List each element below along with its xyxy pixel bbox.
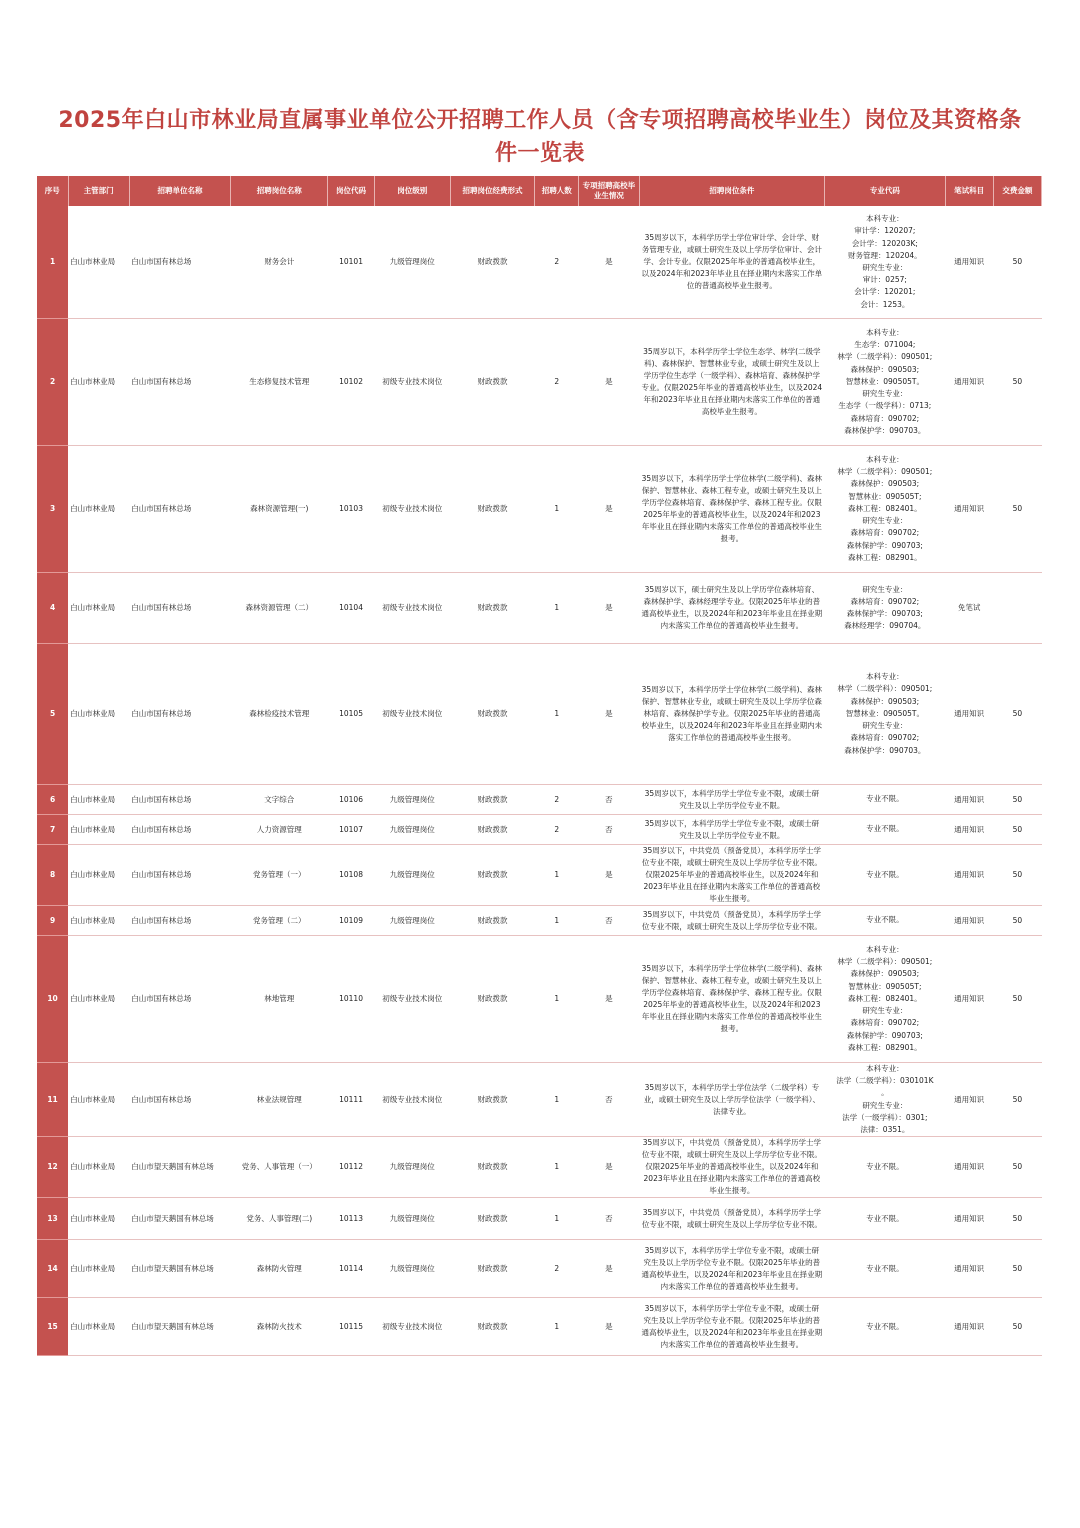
header-post: 招聘岗位名称 — [231, 176, 328, 206]
cell-exam: 通用知识 — [945, 1198, 993, 1240]
cell-unit: 白山市国有林总场 — [129, 785, 230, 815]
cell-post: 党务、人事管理(二) — [231, 1198, 328, 1240]
cell-idx: 1 — [37, 206, 68, 319]
cell-count: 2 — [535, 206, 579, 319]
cell-code: 10102 — [328, 319, 374, 446]
cell-exam: 通用知识 — [945, 815, 993, 845]
cell-unit: 白山市国有林总场 — [129, 446, 230, 573]
header-fee: 交费金额 — [993, 176, 1041, 206]
cell-count: 1 — [535, 446, 579, 573]
cell-special: 是 — [579, 1137, 639, 1198]
cell-idx: 5 — [37, 644, 68, 785]
table-row — [37, 1063, 1042, 1137]
cell-special: 是 — [579, 319, 639, 446]
cell-idx: 8 — [37, 845, 68, 906]
cell-major: 本科专业： 生态学：071004; 林学（二级学科）：090501; 森林保护：090503; 智慧林业：090505T。 研究生专业： 生态学（一级学科）：0713; 森林培育：090702; 森林保护学：090703。 — [825, 319, 945, 446]
table-row — [37, 206, 1042, 319]
cell-major: 研究生专业： 森林培育：090702; 森林保护学：090703; 森林经理学：090704。 — [825, 573, 945, 644]
cell-funding: 财政拨款 — [450, 319, 534, 446]
cell-post: 人力资源管理 — [231, 815, 328, 845]
cell-code: 10108 — [328, 845, 374, 906]
cell-dept: 白山市林业局 — [68, 1240, 129, 1298]
cell-count: 2 — [535, 1240, 579, 1298]
cell-idx: 11 — [37, 1063, 68, 1137]
cell-conditions: 35周岁以下，中共党员（预备党员），本科学历学士学位专业不限，或硕士研究生及以上学历学位专业不限。 — [639, 906, 825, 936]
cell-special: 是 — [579, 936, 639, 1063]
cell-code: 10103 — [328, 446, 374, 573]
table-row — [37, 785, 1042, 815]
cell-fee: 50 — [993, 785, 1041, 815]
cell-special: 否 — [579, 906, 639, 936]
table-row — [37, 446, 1042, 573]
cell-major: 本科专业： 法学（二级学科）：030101K 。 研究生专业： 法学（一级学科）：0301; 法律：0351。 — [825, 1063, 945, 1137]
cell-fee: 50 — [993, 906, 1041, 936]
header-major: 专业代码 — [825, 176, 945, 206]
cell-fee: 50 — [993, 1137, 1041, 1198]
cell-fee: 50 — [993, 206, 1041, 319]
cell-fee: 50 — [993, 1063, 1041, 1137]
cell-idx: 4 — [37, 573, 68, 644]
table-row — [37, 906, 1042, 936]
cell-idx: 14 — [37, 1240, 68, 1298]
cell-code: 10105 — [328, 644, 374, 785]
cell-post: 财务会计 — [231, 206, 328, 319]
table-row — [37, 1137, 1042, 1198]
cell-code: 10115 — [328, 1298, 374, 1356]
cell-code: 10111 — [328, 1063, 374, 1137]
cell-exam: 通用知识 — [945, 1240, 993, 1298]
cell-funding: 财政拨款 — [450, 446, 534, 573]
cell-count: 1 — [535, 906, 579, 936]
cell-fee: 50 — [993, 815, 1041, 845]
cell-exam: 通用知识 — [945, 845, 993, 906]
cell-major: 专业不限。 — [825, 1137, 945, 1198]
cell-conditions: 35周岁以下，中共党员（预备党员），本科学历学士学位专业不限，或硕士研究生及以上学历学位专业不限。仅限2025年毕业的普通高校毕业生，以及2024年和2023年毕业且在择业期内未落实工作单位的普通高校毕业生报考。 — [639, 1137, 825, 1198]
cell-idx: 2 — [37, 319, 68, 446]
cell-level: 九级管理岗位 — [374, 1198, 450, 1240]
cell-major: 本科专业： 林学（二级学科）：090501; 森林保护：090503; 智慧林业：090505T。 研究生专业： 森林培育：090702; 森林保护学：090703。 — [825, 644, 945, 785]
cell-exam: 通用知识 — [945, 936, 993, 1063]
cell-dept: 白山市林业局 — [68, 1063, 129, 1137]
cell-post: 森林防火管理 — [231, 1240, 328, 1298]
cell-level: 初级专业技术岗位 — [374, 1063, 450, 1137]
cell-exam: 通用知识 — [945, 446, 993, 573]
cell-dept: 白山市林业局 — [68, 815, 129, 845]
cell-fee: 50 — [993, 1240, 1041, 1298]
cell-special: 是 — [579, 573, 639, 644]
cell-special: 是 — [579, 206, 639, 319]
cell-level: 九级管理岗位 — [374, 815, 450, 845]
cell-dept: 白山市林业局 — [68, 319, 129, 446]
cell-dept: 白山市林业局 — [68, 644, 129, 785]
cell-count: 1 — [535, 573, 579, 644]
cell-code: 10109 — [328, 906, 374, 936]
cell-dept: 白山市林业局 — [68, 446, 129, 573]
cell-idx: 3 — [37, 446, 68, 573]
cell-post: 森林资源管理(一) — [231, 446, 328, 573]
cell-conditions: 35周岁以下，本科学历学士学位林学(二级学科)、森林保护、智慧林业、森林工程专业，或硕士研究生及以上学历学位森林培育、森林保护学、森林工程专业。仅限2025年毕业的普通高校毕业生，以及2024年和2023年毕业且在择业期内未落实工作单位的普通高校毕业生报考。 — [639, 446, 825, 573]
table-row — [37, 319, 1042, 446]
cell-special: 是 — [579, 446, 639, 573]
cell-major: 专业不限。 — [825, 906, 945, 936]
cell-major: 专业不限。 — [825, 845, 945, 906]
cell-dept: 白山市林业局 — [68, 845, 129, 906]
cell-dept: 白山市林业局 — [68, 573, 129, 644]
cell-post: 生态修复技术管理 — [231, 319, 328, 446]
cell-code: 10106 — [328, 785, 374, 815]
cell-idx: 6 — [37, 785, 68, 815]
cell-level: 九级管理岗位 — [374, 206, 450, 319]
cell-special: 是 — [579, 1240, 639, 1298]
header-code: 岗位代码 — [328, 176, 374, 206]
page-title — [30, 104, 1050, 170]
cell-conditions: 35周岁以下，本科学历学士学位林学(二级学科)、森林保护、智慧林业、森林工程专业，或硕士研究生及以上学历学位森林培育、森林保护学、森林工程专业。仅限2025年毕业的普通高校毕业生，以及2024年和2023年毕业且在择业期内未落实工作单位的普通高校毕业生报考。 — [639, 936, 825, 1063]
cell-funding: 财政拨款 — [450, 906, 534, 936]
cell-conditions: 35周岁以下，本科学历学士学位审计学、会计学、财务管理专业，或硕士研究生及以上学历学位审计、会计学、会计专业。仅限2025年毕业的普通高校毕业生，以及2024年和2023年毕业且在择业期内未落实工作单位的普通高校毕业生报考。 — [639, 206, 825, 319]
table-row — [37, 1240, 1042, 1298]
header-idx: 序号 — [37, 176, 68, 206]
cell-post: 党务管理（二） — [231, 906, 328, 936]
cell-post: 文字综合 — [231, 785, 328, 815]
header-unit: 招聘单位名称 — [129, 176, 230, 206]
cell-fee — [993, 573, 1041, 644]
cell-unit: 白山市国有林总场 — [129, 845, 230, 906]
cell-unit: 白山市望天鹅国有林总场 — [129, 1137, 230, 1198]
cell-conditions: 35周岁以下，本科学历学士学位专业不限，或硕士研究生及以上学历学位专业不限。仅限2025年毕业的普通高校毕业生，以及2024年和2023年毕业且在择业期内未落实工作单位的普通高校毕业生报考。 — [639, 1240, 825, 1298]
cell-major: 专业不限。 — [825, 815, 945, 845]
cell-exam: 通用知识 — [945, 1063, 993, 1137]
cell-funding: 财政拨款 — [450, 206, 534, 319]
cell-count: 1 — [535, 1298, 579, 1356]
cell-level: 九级管理岗位 — [374, 1137, 450, 1198]
cell-fee: 50 — [993, 446, 1041, 573]
cell-exam: 通用知识 — [945, 906, 993, 936]
cell-post: 林地管理 — [231, 936, 328, 1063]
cell-unit: 白山市国有林总场 — [129, 644, 230, 785]
cell-major: 本科专业： 林学（二级学科）：090501; 森林保护：090503; 智慧林业：090505T; 森林工程：082401。 研究生专业： 森林培育：090702; 森林保护学：090703; 森林工程：082901。 — [825, 936, 945, 1063]
cell-unit: 白山市望天鹅国有林总场 — [129, 1240, 230, 1298]
cell-funding: 财政拨款 — [450, 573, 534, 644]
cell-idx: 15 — [37, 1298, 68, 1356]
cell-count: 1 — [535, 936, 579, 1063]
cell-count: 1 — [535, 1198, 579, 1240]
table-row — [37, 573, 1042, 644]
header-conditions: 招聘岗位条件 — [639, 176, 825, 206]
cell-special: 是 — [579, 845, 639, 906]
cell-funding: 财政拨款 — [450, 815, 534, 845]
cell-level: 初级专业技术岗位 — [374, 936, 450, 1063]
cell-code: 10110 — [328, 936, 374, 1063]
cell-dept: 白山市林业局 — [68, 1198, 129, 1240]
cell-special: 否 — [579, 1198, 639, 1240]
cell-idx: 10 — [37, 936, 68, 1063]
cell-conditions: 35周岁以下，本科学历学士学位专业不限，或硕士研究生及以上学历学位专业不限。仅限2025年毕业的普通高校毕业生，以及2024年和2023年毕业且在择业期内未落实工作单位的普通高校毕业生报考。 — [639, 1298, 825, 1356]
cell-major: 本科专业： 林学（二级学科）：090501; 森林保护：090503; 智慧林业：090505T; 森林工程：082401。 研究生专业： 森林培育：090702; 森林保护学：090703; 森林工程：082901。 — [825, 446, 945, 573]
table-row — [37, 936, 1042, 1063]
cell-count: 1 — [535, 1063, 579, 1137]
header-special: 专项招聘高校毕业生情况 — [579, 176, 639, 206]
header-level: 岗位级别 — [374, 176, 450, 206]
cell-post: 林业法规管理 — [231, 1063, 328, 1137]
cell-level: 九级管理岗位 — [374, 845, 450, 906]
cell-funding: 财政拨款 — [450, 785, 534, 815]
cell-dept: 白山市林业局 — [68, 1137, 129, 1198]
cell-special: 是 — [579, 644, 639, 785]
cell-code: 10104 — [328, 573, 374, 644]
cell-dept: 白山市林业局 — [68, 206, 129, 319]
cell-special: 是 — [579, 1298, 639, 1356]
cell-exam: 通用知识 — [945, 206, 993, 319]
cell-level: 初级专业技术岗位 — [374, 446, 450, 573]
cell-exam: 通用知识 — [945, 785, 993, 815]
cell-major: 专业不限。 — [825, 1198, 945, 1240]
cell-exam: 通用知识 — [945, 319, 993, 446]
cell-unit: 白山市国有林总场 — [129, 815, 230, 845]
cell-idx: 13 — [37, 1198, 68, 1240]
cell-level: 初级专业技术岗位 — [374, 573, 450, 644]
cell-unit: 白山市国有林总场 — [129, 206, 230, 319]
cell-major: 专业不限。 — [825, 1298, 945, 1356]
cell-funding: 财政拨款 — [450, 936, 534, 1063]
cell-fee: 50 — [993, 644, 1041, 785]
cell-fee: 50 — [993, 936, 1041, 1063]
cell-funding: 财政拨款 — [450, 1063, 534, 1137]
cell-funding: 财政拨款 — [450, 1198, 534, 1240]
cell-dept: 白山市林业局 — [68, 906, 129, 936]
cell-special: 否 — [579, 815, 639, 845]
cell-level: 初级专业技术岗位 — [374, 644, 450, 785]
cell-conditions: 35周岁以下，本科学历学士学位林学(二级学科)、森林保护、智慧林业专业，或硕士研究生及以上学历学位森林培育、森林保护学专业。仅限2025年毕业的普通高校毕业生，以及2024年和2023年毕业且在择业期内未落实工作单位的普通高校毕业生报考。 — [639, 644, 825, 785]
cell-code: 10112 — [328, 1137, 374, 1198]
header-dept: 主管部门 — [68, 176, 129, 206]
cell-major: 专业不限。 — [825, 1240, 945, 1298]
header-count: 招聘人数 — [535, 176, 579, 206]
cell-conditions: 35周岁以下，中共党员（预备党员），本科学历学士学位专业不限，或硕士研究生及以上学历学位专业不限。仅限2025年毕业的普通高校毕业生，以及2024年和2023年毕业且在择业期内未落实工作单位的普通高校毕业生报考。 — [639, 845, 825, 906]
cell-exam: 通用知识 — [945, 1137, 993, 1198]
cell-level: 初级专业技术岗位 — [374, 1298, 450, 1356]
cell-idx: 7 — [37, 815, 68, 845]
cell-funding: 财政拨款 — [450, 845, 534, 906]
table-row — [37, 1198, 1042, 1240]
cell-level: 初级专业技术岗位 — [374, 319, 450, 446]
table-header-row — [37, 176, 1042, 206]
header-funding: 招聘岗位经费形式 — [450, 176, 534, 206]
cell-funding: 财政拨款 — [450, 1137, 534, 1198]
cell-conditions: 35周岁以下，本科学历学士学位专业不限，或硕士研究生及以上学历学位专业不限。 — [639, 785, 825, 815]
cell-conditions: 35周岁以下，本科学历学士学位生态学、林学(二级学科)、森林保护、智慧林业专业，或硕士研究生及以上学历学位生态学（一级学科）、森林培育、森林保护学专业。仅限2025年毕业的普通高校毕业生，以及2024年和2023年毕业且在择业期内未落实工作单位的普通高校毕业生报考。 — [639, 319, 825, 446]
cell-count: 1 — [535, 644, 579, 785]
cell-post: 党务、人事管理（一） — [231, 1137, 328, 1198]
table-row — [37, 845, 1042, 906]
cell-post: 森林检疫技术管理 — [231, 644, 328, 785]
cell-exam: 通用知识 — [945, 1298, 993, 1356]
cell-exam: 通用知识 — [945, 644, 993, 785]
positions-table — [37, 176, 1042, 1356]
cell-count: 2 — [535, 815, 579, 845]
cell-level: 九级管理岗位 — [374, 1240, 450, 1298]
cell-count: 2 — [535, 785, 579, 815]
cell-exam: 免笔试 — [945, 573, 993, 644]
title-line-2: 件一览表 — [494, 141, 585, 166]
cell-post: 森林防火技术 — [231, 1298, 328, 1356]
cell-unit: 白山市望天鹅国有林总场 — [129, 1298, 230, 1356]
table-row — [37, 1298, 1042, 1356]
cell-fee: 50 — [993, 1198, 1041, 1240]
cell-code: 10113 — [328, 1198, 374, 1240]
cell-unit: 白山市望天鹅国有林总场 — [129, 1198, 230, 1240]
header-exam: 笔试科目 — [945, 176, 993, 206]
title-line-1: 2025年白山市林业局直属事业单位公开招聘工作人员（含专项招聘高校毕业生）岗位及其资格条 — [58, 108, 1022, 133]
cell-code: 10101 — [328, 206, 374, 319]
cell-dept: 白山市林业局 — [68, 936, 129, 1063]
cell-level: 九级管理岗位 — [374, 785, 450, 815]
cell-code: 10107 — [328, 815, 374, 845]
cell-unit: 白山市国有林总场 — [129, 573, 230, 644]
cell-conditions: 35周岁以下，本科学历学士学位专业不限，或硕士研究生及以上学历学位专业不限。 — [639, 815, 825, 845]
cell-funding: 财政拨款 — [450, 1298, 534, 1356]
cell-special: 否 — [579, 1063, 639, 1137]
cell-unit: 白山市国有林总场 — [129, 319, 230, 446]
table-row — [37, 644, 1042, 785]
cell-post: 森林资源管理（二） — [231, 573, 328, 644]
cell-count: 1 — [535, 845, 579, 906]
cell-unit: 白山市国有林总场 — [129, 906, 230, 936]
cell-post: 党务管理（一） — [231, 845, 328, 906]
cell-code: 10114 — [328, 1240, 374, 1298]
cell-level: 九级管理岗位 — [374, 906, 450, 936]
cell-dept: 白山市林业局 — [68, 1298, 129, 1356]
cell-fee: 50 — [993, 319, 1041, 446]
cell-conditions: 35周岁以下，硕士研究生及以上学历学位森林培育、森林保护学、森林经理学专业。仅限2025年毕业的普通高校毕业生，以及2024年和2023年毕业且在择业期内未落实工作单位的普通高校毕业生报考。 — [639, 573, 825, 644]
cell-idx: 9 — [37, 906, 68, 936]
cell-unit: 白山市国有林总场 — [129, 936, 230, 1063]
cell-idx: 12 — [37, 1137, 68, 1198]
cell-major: 本科专业： 审计学：120207; 会计学：120203K; 财务管理：120204。 研究生专业： 审计：0257; 会计学：120201; 会计：1253。 — [825, 206, 945, 319]
cell-funding: 财政拨款 — [450, 644, 534, 785]
cell-conditions: 35周岁以下，本科学历学士学位法学（二级学科）专业，或硕士研究生及以上学历学位法学（一级学科）、法律专业。 — [639, 1063, 825, 1137]
cell-special: 否 — [579, 785, 639, 815]
cell-dept: 白山市林业局 — [68, 785, 129, 815]
cell-conditions: 35周岁以下，中共党员（预备党员），本科学历学士学位专业不限，或硕士研究生及以上学历学位专业不限。 — [639, 1198, 825, 1240]
table-row — [37, 815, 1042, 845]
cell-count: 2 — [535, 319, 579, 446]
cell-count: 1 — [535, 1137, 579, 1198]
cell-unit: 白山市国有林总场 — [129, 1063, 230, 1137]
cell-funding: 财政拨款 — [450, 1240, 534, 1298]
table-body — [37, 206, 1042, 1356]
cell-fee: 50 — [993, 845, 1041, 906]
cell-major: 专业不限。 — [825, 785, 945, 815]
cell-fee: 50 — [993, 1298, 1041, 1356]
